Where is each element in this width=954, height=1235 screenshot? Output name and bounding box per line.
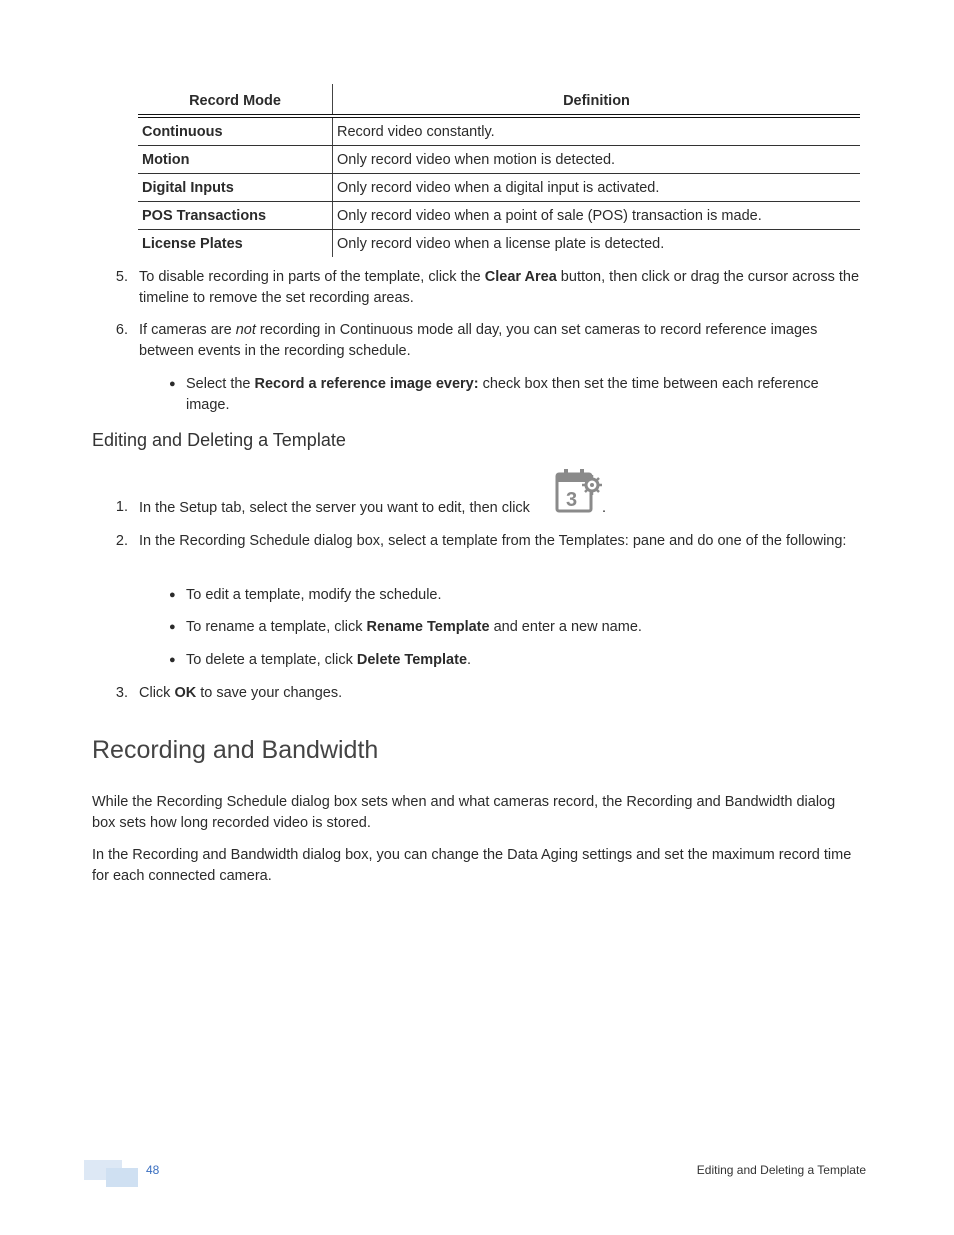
ok-label: OK <box>174 685 197 701</box>
paragraph: While the Recording Schedule dialog box sets when and what cameras record, the Recording and Bandwidth dialog box sets how long recorded video is stored. <box>92 794 836 831</box>
step-number: 2. <box>115 533 128 549</box>
delete-template-label: Delete Template <box>356 652 468 668</box>
table-cell-definition: Only record video when motion is detected. <box>333 146 861 174</box>
bullet-text-pre: Select the <box>186 376 255 392</box>
step-5-text-pre: To disable recording in parts of the template, click the <box>139 269 485 285</box>
step-3-text <box>139 683 342 704</box>
bullet-text-pre: To rename a template, click <box>186 619 367 635</box>
table-cell-definition: Only record video when a point of sale (POS) transaction is made. <box>333 202 861 230</box>
bullet-edit-text: To edit a template, modify the schedule. <box>186 587 442 603</box>
paragraph: In the Recording and Bandwidth dialog box, you can change the Data Aging settings and set the maximum record time for each connected camera. <box>92 847 852 884</box>
step-5-text-post: button, then click or drag the cursor across the timeline to remove the set recording areas. <box>139 269 860 306</box>
column-header-definition: Definition <box>333 84 861 116</box>
bullet-text-post: and enter a new name. <box>489 619 642 635</box>
table-cell-definition: Record video constantly. <box>333 116 861 146</box>
step-1-period: . <box>602 500 607 516</box>
step-5-text <box>139 267 861 309</box>
step-number: 6. <box>115 322 128 338</box>
bullet-icon: ● <box>169 654 176 666</box>
bullet-text-pre: To delete a template, click <box>186 652 357 668</box>
table-header-row <box>138 84 860 116</box>
clear-area-label: Clear Area <box>484 269 557 285</box>
step-1-text-body: In the Setup tab, select the server you want to edit, then click <box>139 500 530 516</box>
table-cell-mode: Digital Inputs <box>138 174 333 202</box>
step-3-text-pre: Click <box>139 685 175 701</box>
record-mode-table <box>138 84 860 257</box>
step-number: 5. <box>115 269 128 285</box>
step-6-text-pre: If cameras are <box>139 322 236 338</box>
reference-image-checkbox-label: Record a reference image every: <box>254 376 479 392</box>
step-number: 1. <box>115 499 128 515</box>
table-cell-definition: Only record video when a license plate is detected. <box>337 235 665 252</box>
table-row <box>138 174 860 202</box>
bullet-text-post: . <box>467 652 472 668</box>
footer-block <box>106 1168 138 1187</box>
step-3-text-post: to save your changes. <box>196 685 343 701</box>
table-row <box>138 146 860 174</box>
table-cell-mode: License Plates <box>138 230 333 258</box>
step-6-emphasis: not <box>235 322 256 338</box>
bullet-icon: ● <box>169 378 176 390</box>
rename-template-label: Rename Template <box>366 619 490 635</box>
section-title: Recording and Bandwidth <box>92 736 379 764</box>
bullet-icon: ● <box>169 589 176 601</box>
table-cell-mode: POS Transactions <box>138 202 333 230</box>
page-number: 48 <box>146 1163 160 1177</box>
bullet-delete-text <box>186 650 471 671</box>
bullet-icon: ● <box>169 621 176 633</box>
bullet-text-post: check box then set the time between each reference image. <box>186 376 819 413</box>
table-cell-mode: Motion <box>138 146 333 174</box>
step-2-text: In the Recording Schedule dialog box, select a template from the Templates: pane and do one of the following: <box>139 533 847 549</box>
bullet-rename-text <box>186 617 642 638</box>
calendar-digit: 3 <box>566 489 578 511</box>
step-1-text <box>139 498 530 519</box>
footer-title: Editing and Deleting a Template <box>696 1163 866 1177</box>
table-row <box>138 116 860 146</box>
table-cell-mode: Continuous <box>138 116 333 146</box>
calendar-gear-icon <box>555 468 603 514</box>
column-header-record-mode: Record Mode <box>138 84 333 116</box>
subheading: Editing and Deleting a Template <box>92 430 346 450</box>
step-number: 3. <box>115 685 128 701</box>
table-cell-definition: Only record video when a digital input is activated. <box>333 174 861 202</box>
table-row <box>138 230 860 258</box>
table-row <box>138 202 860 230</box>
step-6-text <box>139 320 864 362</box>
step-6-text-post: recording in Continuous mode all day, you can set cameras to record reference images between events in the recording schedule. <box>139 322 818 359</box>
step-6-bullet-text <box>186 374 866 416</box>
